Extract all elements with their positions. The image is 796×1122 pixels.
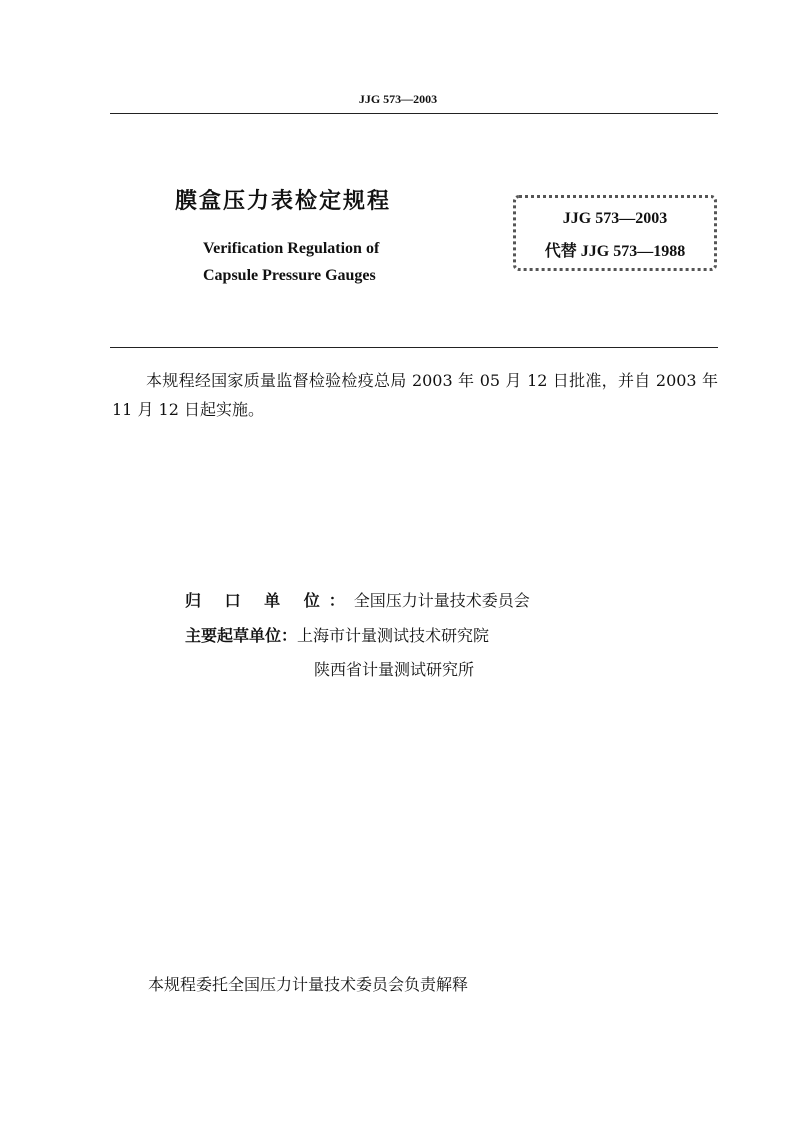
approval-statement: 本规程经国家质量监督检验检疫总局 2003 年 05 月 12 日批准，并自 2003 年 11 月 12 日起实施。	[112, 371, 718, 419]
standard-code-box	[513, 195, 717, 271]
drafting-unit-row	[185, 623, 489, 646]
section-rule	[110, 347, 718, 348]
drafting-unit-value-2: 陕西省计量测试研究所	[314, 660, 475, 679]
replaces-code: 代替 JJG 573—1988	[544, 243, 686, 260]
interpretation-note: 本规程委托全国压力计量技术委员会负责解释	[148, 975, 469, 994]
drafting-unit-value-1: 上海市计量测试技术研究院	[297, 626, 490, 645]
title-english-line1: Verification Regulation of	[203, 240, 380, 257]
responsible-unit-label: 归 口 单 位：	[185, 591, 354, 610]
header-standard-code: JJG 573—2003	[358, 92, 438, 106]
header-rule	[110, 113, 718, 114]
title-chinese: 膜盒压力表检定规程	[175, 189, 392, 214]
responsible-unit-value: 全国压力计量技术委员会	[353, 591, 530, 610]
standard-code: JJG 573—2003	[562, 210, 668, 227]
title-english-line2: Capsule Pressure Gauges	[203, 267, 376, 284]
drafting-unit-label: 主要起草单位：	[185, 626, 298, 645]
responsible-unit-row	[185, 588, 530, 611]
